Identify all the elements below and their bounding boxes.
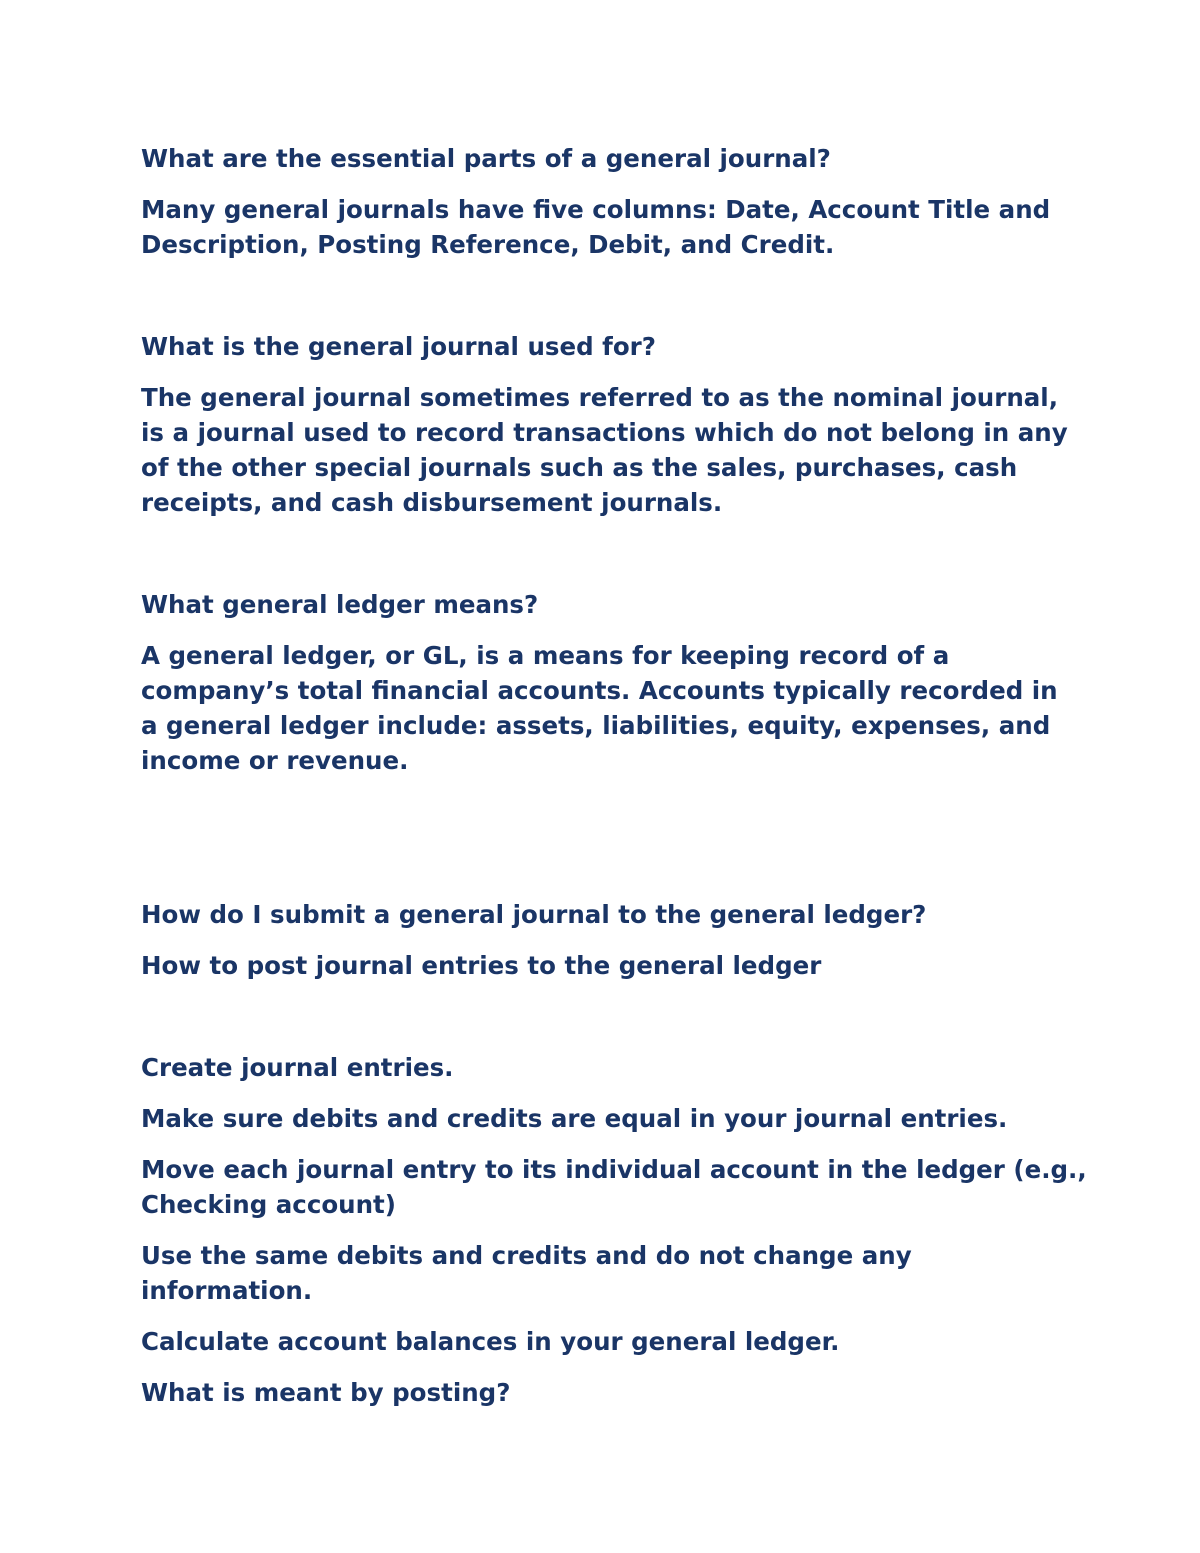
step-move-entries: Move each journal entry to its individual account in the ledger (e.g., Checking account) — [141, 1155, 1087, 1219]
step-create-entries: Create journal entries. — [141, 1053, 454, 1082]
step-calculate-balances: Calculate account balances in your general ledger. — [141, 1327, 840, 1356]
question-ledger-meaning: What general ledger means? — [141, 590, 539, 619]
heading-post-entries: How to post journal entries to the general ledger — [141, 951, 822, 980]
step-same-debits-credits: Use the same debits and credits and do not change any information. — [141, 1241, 912, 1305]
question-journal-parts: What are the essential parts of a general journal? — [141, 144, 831, 173]
question-submit-journal: How do I submit a general journal to the general ledger? — [141, 900, 927, 929]
answer-journal-parts: Many general journals have five columns: Date, Account Title and Description, Posting Reference, Debit, and Credit. — [141, 195, 1051, 259]
answer-ledger-meaning: A general ledger, or GL, is a means for keeping record of a company’s total financial accounts. Accounts typically recorded in a general ledger include: assets, liabilities, equity, expenses, and income or revenue. — [141, 641, 1058, 775]
question-posting-meaning: What is meant by posting? — [141, 1378, 511, 1407]
question-journal-use: What is the general journal used for? — [141, 332, 656, 361]
answer-journal-use: The general journal sometimes referred to as the nominal journal, is a journal used to record transactions which do not belong in any of the other special journals such as the sales, purchases, cash receipts, and cash disbursement journals. — [141, 383, 1068, 517]
step-balance-entries: Make sure debits and credits are equal in your journal entries. — [141, 1104, 1008, 1133]
